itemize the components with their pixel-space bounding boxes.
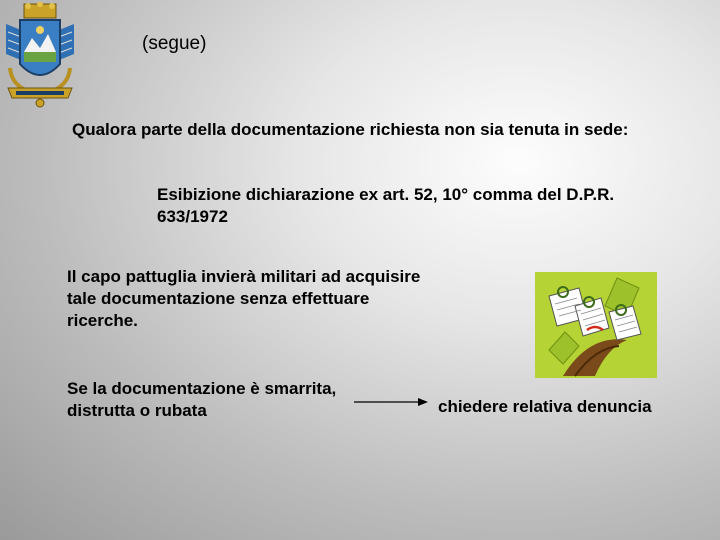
documents-clipart-icon (535, 272, 657, 378)
slide-subtitle: (segue) (142, 33, 207, 54)
lost-documents-text: Se la documentazione è smarrita, distrutta o rubata (67, 379, 337, 420)
right-arrow-icon (352, 396, 432, 408)
crest-icon (2, 2, 78, 108)
report-action-text: chiedere relativa denuncia (438, 397, 652, 416)
patrol-text: Il capo pattuglia invierà militari ad acquisire tale documentazione senza effettuare ricerche. (67, 267, 421, 330)
intro-text: Qualora parte della documentazione richiesta non sia tenuta in sede: (72, 120, 629, 139)
exhibit-text: Esibizione dichiarazione ex art. 52, 10° comma del D.P.R. 633/1972 (157, 185, 615, 226)
